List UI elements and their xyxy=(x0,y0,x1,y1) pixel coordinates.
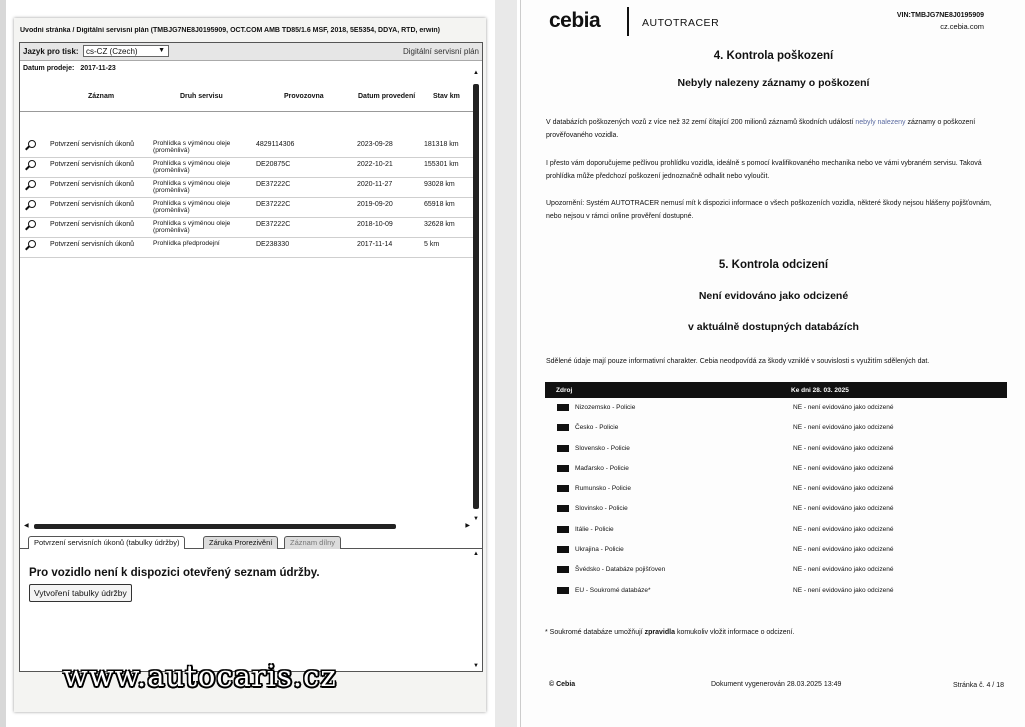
p1-text-a: V databázích poškozených vozů z více než 32 zemí čítající 200 milionů záznamů škodních událostí xyxy=(546,119,854,126)
source-name: Slovinsko - Policie xyxy=(575,505,628,513)
footer-page-number: Stránka č. 4 / 18 xyxy=(953,682,1004,689)
language-row xyxy=(20,43,482,61)
source-name: Ukrajina - Policie xyxy=(575,546,624,554)
footnote-b: zpravidla xyxy=(644,629,675,636)
damage-paragraph-2: I přesto vám doporučujeme pečlivou prohlídku vozidla, ideálně s pomocí kvalifikovaného mechanika nebo ve vámi vybraném servisu. Taková prohlídka může předchozí poškození jednoznačně odhalit nebo vyloučit. xyxy=(546,160,982,180)
row-record: Potvrzení servisních úkonů xyxy=(50,181,135,188)
site-url: cz.cebia.com xyxy=(940,22,984,31)
magnifier-icon[interactable] xyxy=(28,140,36,148)
flag-icon xyxy=(557,485,569,492)
horizontal-scrollbar[interactable] xyxy=(24,523,472,531)
p1-highlight: nebyly nalezeny xyxy=(855,119,906,126)
row-date: 2023-09-28 xyxy=(357,141,393,148)
source-row xyxy=(545,398,1007,418)
tab-bar xyxy=(20,534,482,549)
flag-icon xyxy=(557,526,569,533)
row-date: 2018-10-09 xyxy=(357,221,393,228)
hscroll-thumb[interactable] xyxy=(34,524,396,529)
source-name: EU - Soukromé databáze* xyxy=(575,586,651,594)
source-header: Zdroj xyxy=(556,387,573,394)
magnifier-icon[interactable] xyxy=(28,220,36,228)
table-row[interactable] xyxy=(20,197,473,218)
table-row[interactable] xyxy=(20,157,473,178)
lower-scrollbar[interactable] xyxy=(472,551,480,669)
theft-check-title: 5. Kontrola odcizení xyxy=(718,259,829,271)
vertical-scrollbar[interactable] xyxy=(472,70,480,522)
table-row[interactable] xyxy=(20,177,473,198)
table-row[interactable] xyxy=(20,237,473,258)
sale-date-value: 2017-11-23 xyxy=(80,65,116,72)
row-workshop: DE37222C xyxy=(256,181,291,188)
row-km: 181318 km xyxy=(424,141,459,148)
source-name: Rumunsko - Policie xyxy=(575,485,631,493)
row-workshop: DE238330 xyxy=(256,241,290,248)
row-record: Potvrzení servisních úkonů xyxy=(50,241,135,248)
flag-icon xyxy=(557,424,569,431)
source-result: NE - není evidováno jako odcizené xyxy=(793,505,894,513)
column-header-service-type[interactable]: Druh servisu xyxy=(180,93,223,100)
source-row xyxy=(545,560,1007,580)
source-row xyxy=(545,520,1007,540)
row-km: 32628 km xyxy=(424,221,455,228)
magnifier-icon[interactable] xyxy=(28,180,36,188)
row-workshop: DE37222C xyxy=(256,201,291,208)
magnifier-icon[interactable] xyxy=(28,240,36,248)
row-date: 2017-11-14 xyxy=(357,241,393,248)
column-header-date[interactable]: Datum provedení xyxy=(358,93,416,100)
row-record: Potvrzení servisních úkonů xyxy=(50,201,135,208)
background-strip xyxy=(0,0,6,727)
source-result: NE - není evidováno jako odcizené xyxy=(793,464,894,472)
source-row xyxy=(545,581,1007,601)
row-service-type: Prohlídka s výměnou oleje (proměnlivá) xyxy=(153,180,231,194)
source-rows xyxy=(545,398,1007,601)
row-record: Potvrzení servisních úkonů xyxy=(50,141,135,148)
source-row xyxy=(545,479,1007,499)
theft-check-scope: v aktuálně dostupných databázích xyxy=(688,321,859,333)
row-km: 65918 km xyxy=(424,201,455,208)
table-row[interactable] xyxy=(20,217,473,238)
magnifier-icon[interactable] xyxy=(28,160,36,168)
date-header: Ke dni 28. 03. 2025 xyxy=(791,387,849,394)
row-km: 5 km xyxy=(424,241,440,248)
column-header-km[interactable]: Stav km xyxy=(433,93,460,100)
footer-generated: Dokument vygenerován 28.03.2025 13:49 xyxy=(711,681,842,688)
service-plan-panel xyxy=(19,42,483,672)
breadcrumb: Úvodní stránka / Digitální servisní plán (TMBJG7NE8J0195909, OCT.COM AMB TD85/1.6 MSF, 2018, 5E5354, DDYA, RTD, erwin) xyxy=(20,27,441,34)
scroll-down-icon[interactable]: ▼ xyxy=(473,663,479,669)
source-result: NE - není evidováno jako odcizené xyxy=(793,525,894,533)
scroll-up-icon[interactable]: ▲ xyxy=(473,70,479,76)
sale-date xyxy=(23,65,116,72)
flag-icon xyxy=(557,566,569,573)
footnote xyxy=(545,629,794,636)
p1-text-b: záznamy o poškození prověřovaného vozidla. xyxy=(546,119,976,139)
sale-date-label: Datum prodeje: xyxy=(23,65,75,72)
flag-icon xyxy=(557,445,569,452)
logo-divider xyxy=(627,7,629,36)
source-name: Slovensko - Policie xyxy=(575,444,630,452)
source-result: NE - není evidováno jako odcizené xyxy=(793,444,894,452)
source-result: NE - není evidováno jako odcizené xyxy=(793,424,894,432)
row-km: 155301 km xyxy=(424,161,459,168)
row-date: 2019-09-20 xyxy=(357,201,393,208)
row-service-type: Prohlídka předprodejní xyxy=(153,240,220,247)
create-maintenance-table-button[interactable]: Vytvoření tabulky údržby xyxy=(29,584,132,602)
source-row xyxy=(545,459,1007,479)
no-maintenance-message: Pro vozidlo není k dispozici otevřený seznam údržby. xyxy=(29,567,320,579)
language-select[interactable] xyxy=(83,45,169,57)
background-strip xyxy=(495,0,517,727)
damage-paragraph-3: Upozornění: Systém AUTOTRACER nemusí mít k dispozici informace o všech poškozeních vozidla, některé škody nejsou hlášeny pojišťovnám, nebo nejsou v rámci online prověření dostupné. xyxy=(546,200,992,220)
source-result: NE - není evidováno jako odcizené xyxy=(793,404,894,411)
source-result: NE - není evidováno jako odcizené xyxy=(793,586,894,594)
source-result: NE - není evidováno jako odcizené xyxy=(793,546,894,554)
flag-icon xyxy=(557,404,569,411)
source-result: NE - není evidováno jako odcizené xyxy=(793,566,894,574)
scroll-up-icon[interactable]: ▲ xyxy=(473,551,479,557)
scroll-down-icon[interactable]: ▼ xyxy=(473,516,479,522)
flag-icon xyxy=(557,465,569,472)
source-name: Nizozemsko - Policie xyxy=(575,404,636,411)
header-divider xyxy=(20,111,473,112)
tab-service-confirmations[interactable]: Potvrzení servisních úkonů (tabulky údržby) xyxy=(28,536,185,549)
source-row xyxy=(545,439,1007,459)
row-service-type: Prohlídka s výměnou oleje (proměnlivá) xyxy=(153,220,231,234)
source-row xyxy=(545,540,1007,560)
scroll-left-icon[interactable]: ◀ xyxy=(24,523,29,529)
source-name: Maďarsko - Policie xyxy=(575,464,629,472)
column-header-record[interactable]: Záznam xyxy=(88,93,115,100)
source-name: Švédsko - Databáze pojišťoven xyxy=(575,566,666,574)
theft-check-result: Není evidováno jako odcizené xyxy=(698,290,849,302)
language-value: cs-CZ (Czech) xyxy=(86,47,138,56)
column-header-workshop[interactable]: Provozovna xyxy=(284,93,324,100)
source-name: Česko - Policie xyxy=(575,424,619,432)
damage-paragraph-1 xyxy=(546,116,1006,142)
source-row xyxy=(545,418,1007,438)
source-table-header xyxy=(545,382,1007,398)
chevron-down-icon: ▼ xyxy=(158,47,165,54)
service-plan-printout xyxy=(14,18,486,712)
footnote-a: * Soukromé databáze umožňují xyxy=(545,629,643,636)
row-date: 2022-10-21 xyxy=(357,161,393,168)
table-row[interactable] xyxy=(20,137,473,158)
damage-check-result: Nebyly nalezeny záznamy o poškození xyxy=(677,77,870,89)
footnote-c: komukoliv vložit informace o odcizení. xyxy=(676,629,795,636)
row-km: 93028 km xyxy=(424,181,455,188)
tab-workshop-record[interactable]: Záznam dílny xyxy=(284,536,341,549)
source-row xyxy=(545,499,1007,519)
row-workshop: DE20875C xyxy=(256,161,291,168)
theft-source-table xyxy=(545,382,1007,601)
row-workshop: 4829114306 xyxy=(256,141,295,148)
source-result: NE - není evidováno jako odcizené xyxy=(793,485,894,493)
tab-rust-warranty[interactable]: Záruka Prorezivění xyxy=(203,536,278,549)
disclaimer: Sdělené údaje mají pouze informativní charakter. Cebia neodpovídá za škody vzniklé v souvislosti s využitím sdělených dat. xyxy=(546,358,930,365)
scroll-thumb[interactable] xyxy=(473,84,479,509)
flag-icon xyxy=(557,546,569,553)
cebia-logo: cebia xyxy=(549,9,601,32)
row-record: Potvrzení servisních úkonů xyxy=(50,221,135,228)
cebia-report-page xyxy=(520,0,1025,727)
footer-copyright: © Cebia xyxy=(549,681,576,688)
vin-number: VIN:TMBJG7NE8J0195909 xyxy=(896,12,984,19)
damage-check-title: 4. Kontrola poškození xyxy=(713,50,834,62)
language-label: Jazyk pro tisk: xyxy=(23,47,79,56)
row-service-type: Prohlídka s výměnou oleje (proměnlivá) xyxy=(153,160,231,174)
row-service-type: Prohlídka s výměnou oleje (proměnlivá) xyxy=(153,140,231,154)
panel-title: Digitální servisní plán xyxy=(402,47,479,56)
flag-icon xyxy=(557,505,569,512)
row-date: 2020-11-27 xyxy=(357,181,393,188)
autotracer-label: AUTOTRACER xyxy=(642,17,720,29)
row-service-type: Prohlídka s výměnou oleje (proměnlivá) xyxy=(153,200,231,214)
watermark: www.autocaris.cz xyxy=(63,659,337,693)
row-record: Potvrzení servisních úkonů xyxy=(50,161,135,168)
scroll-right-icon[interactable]: ▶ xyxy=(465,523,470,529)
magnifier-icon[interactable] xyxy=(28,200,36,208)
row-workshop: DE37222C xyxy=(256,221,291,228)
flag-icon xyxy=(557,587,569,594)
source-name: Itálie - Policie xyxy=(575,525,614,533)
